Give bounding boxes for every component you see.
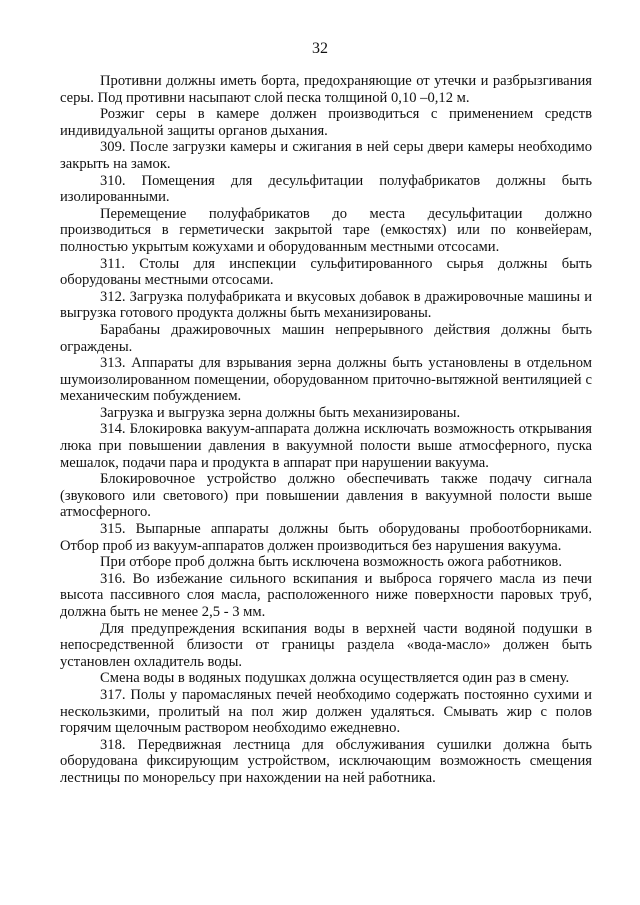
paragraph: 317. Полы у паромасляных печей необходимо содержать постоянно сухими и нескользкими, пролитый на пол жир должен удаляться. Смывать жир с полов горячим щелочным раствором необходимо ежедневно. bbox=[60, 686, 592, 737]
paragraph: Блокировочное устройство должно обеспечивать также подачу сигнала (звукового или светового) при повышении давления в вакуумной полости выше атмосферного. bbox=[60, 471, 592, 521]
paragraph: 314. Блокировка вакуум-аппарата должна исключать возможность открывания люка при повышении давления в вакуумной полости выше атмосферного, пуска мешалок, подачи пара и продукта в аппарат при нарушении вакуума. bbox=[60, 421, 592, 471]
paragraph: При отборе проб должна быть исключена возможность ожога работников. bbox=[100, 554, 562, 571]
paragraph: Противни должны иметь борта, предохраняющие от утечки и разбрызгивания серы. Под противни насыпают слой песка толщиной 0,10 –0,12 м. bbox=[60, 73, 592, 106]
paragraph: Смена воды в водяных подушках должна осуществляется один раз в смену. bbox=[100, 670, 570, 687]
paragraph: 318. Передвижная лестница для обслуживания сушилки должна быть оборудована фиксирующим устройством, исключающим возможность смещения лестницы по монорельсу при нахождении на ней работника. bbox=[60, 736, 592, 786]
paragraph: 311. Столы для инспекции сульфитированного сырья должны быть оборудованы местными отсосами. bbox=[60, 255, 592, 289]
page-number: 32 bbox=[312, 40, 328, 57]
paragraph: 316. Во избежание сильного вскипания и выброса горячего масла из печи высота пассивного слоя масла, расположенного ниже поверхности паровых труб, должна быть не менее 2,5 - 3 мм. bbox=[60, 570, 592, 620]
paragraph: Для предупреждения вскипания воды в верхней части водяной подушки в непосредственной близости от границы раздела «вода-масло» должен быть установлен охладитель воды. bbox=[60, 620, 592, 670]
paragraph: 313. Аппараты для взрывания зерна должны быть установлены в отдельном шумоизолированном помещении, оборудованном приточно-вытяжной вентиляцией с механическим побуждением. bbox=[60, 355, 592, 405]
paragraph: 309. После загрузки камеры и сжигания в ней серы двери камеры необходимо закрыть на замок. bbox=[60, 139, 592, 172]
document-body bbox=[60, 73, 592, 787]
paragraph: 310. Помещения для десульфитации полуфабрикатов должны быть изолированными. bbox=[60, 172, 592, 206]
paragraph: 312. Загрузка полуфабриката и вкусовых добавок в дражировочные машины и выгрузка готового продукта должны быть механизированы. bbox=[60, 288, 592, 322]
paragraph: Перемещение полуфабрикатов до места десульфитации должно производиться в герметически закрытой таре (емкостях) или по конвейерам, полностью укрытым кожухами и оборудованным местными отсосами. bbox=[60, 205, 592, 255]
paragraph: 315. Выпарные аппараты должны быть оборудованы пробоотборниками. Отбор проб из вакуум-аппаратов должен производиться без нарушения вакуума. bbox=[60, 521, 592, 554]
paragraph: Розжиг серы в камере должен производиться с применением средств индивидуальной защиты органов дыхания. bbox=[60, 106, 592, 139]
paragraph: Загрузка и выгрузка зерна должны быть механизированы. bbox=[100, 404, 461, 421]
paragraph: Барабаны дражировочных машин непрерывного действия должны быть ограждены. bbox=[60, 321, 592, 355]
